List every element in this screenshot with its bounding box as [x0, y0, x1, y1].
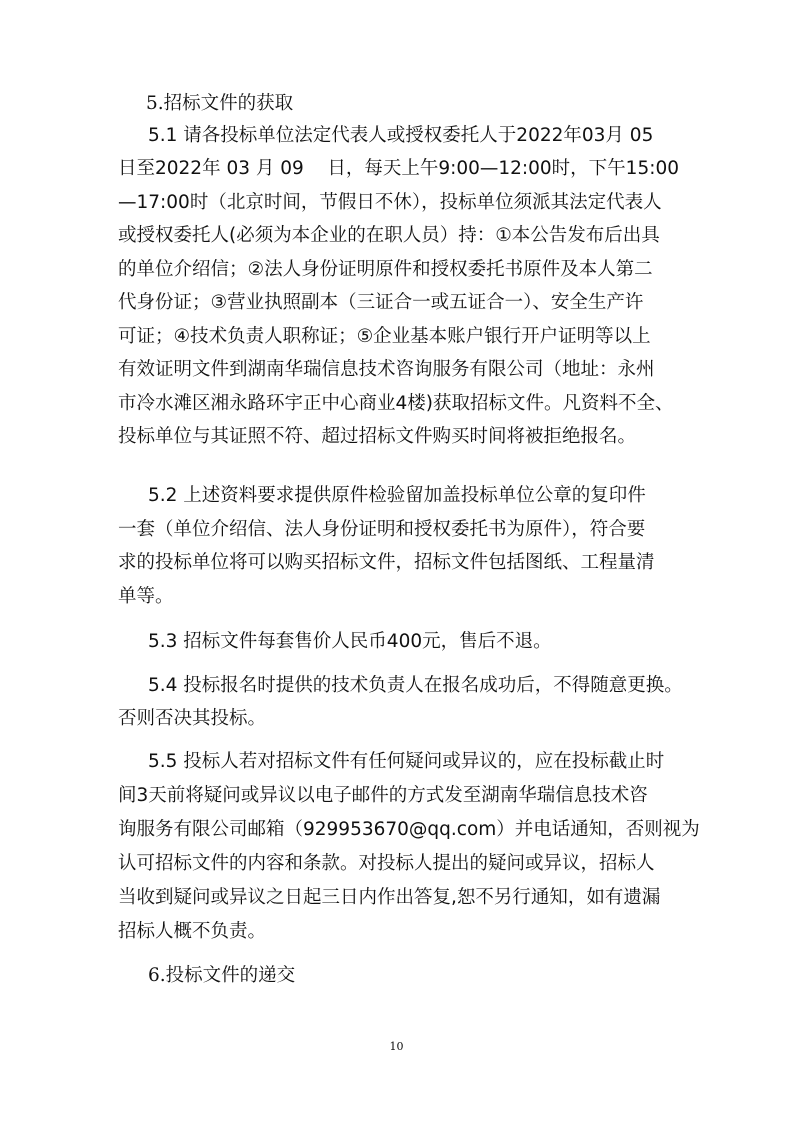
- text-line: 5.5 投标人若对招标文件有任何疑问或异议的，应在投标截止时: [148, 751, 665, 772]
- text-line: 投标单位与其证照不符、超过招标文件购买时间将被拒绝报名。: [118, 426, 637, 447]
- text-line: 5.2 上述资料要求提供原件检验留加盖投标单位公章的复印件: [148, 485, 646, 506]
- text-line: 5.1 请各投标单位法定代表人或授权委托人于2022年03月 05: [148, 125, 654, 146]
- text-line: 一套（单位介绍信、法人身份证明和授权委托书为原件），符合要: [118, 519, 646, 540]
- text-line: 代身份证；③营业执照副本（三证合一或五证合一）、安全生产许: [118, 292, 644, 313]
- text-line: 或授权委托人(必须为本企业的在职人员）持：①本公告发布后出具: [118, 225, 660, 246]
- text-line: 单等。: [118, 586, 174, 607]
- section-heading-6: 6.投标文件的递交: [148, 965, 296, 986]
- text-line: 可证；④技术负责人职称证；⑤企业基本账户银行开户证明等以上: [118, 326, 651, 347]
- text-line: 日至2022年 03 月 09 日，每天上午9:00—12:00时，下午15:00: [118, 158, 679, 179]
- section-heading-5: 5.招标文件的获取: [146, 93, 294, 114]
- text-line: 5.3 招标文件每套售价人民币400元，售后不退。: [148, 631, 552, 652]
- text-line: —17:00时（北京时间，节假日不休），投标单位须派其法定代表人: [118, 192, 662, 213]
- text-line: 有效证明文件到湖南华瑞信息技术咨询服务有限公司（地址：永州: [118, 359, 655, 380]
- text-line: 否则否决其投标。: [118, 708, 267, 729]
- text-line: 间3天前将疑问或异议以电子邮件的方式发至湖南华瑞信息技术咨: [118, 785, 648, 806]
- text-line: 认可招标文件的内容和条款。对投标人提出的疑问或异议，招标人: [118, 853, 655, 874]
- text-line: 5.4 投标报名时提供的技术负责人在报名成功后，不得随意更换。: [148, 675, 683, 696]
- text-line: 求的投标单位将可以购买招标文件，招标文件包括图纸、工程量清: [118, 552, 655, 573]
- page-number: 10: [389, 1040, 404, 1053]
- text-line: 的单位介绍信；②法人身份证明原件和授权委托书原件及本人第二: [118, 259, 653, 280]
- text-line: 招标人概不负责。: [118, 921, 267, 942]
- text-line: 询服务有限公司邮箱（929953670@qq.com）并电话通知，否则视为: [118, 819, 700, 840]
- text-line: 当收到疑问或异议之日起三日内作出答复,恕不另行通知，如有遗漏: [118, 887, 661, 908]
- text-line: 市冷水滩区湘永路环宇正中心商业4楼)获取招标文件。凡资料不全、: [118, 393, 674, 414]
